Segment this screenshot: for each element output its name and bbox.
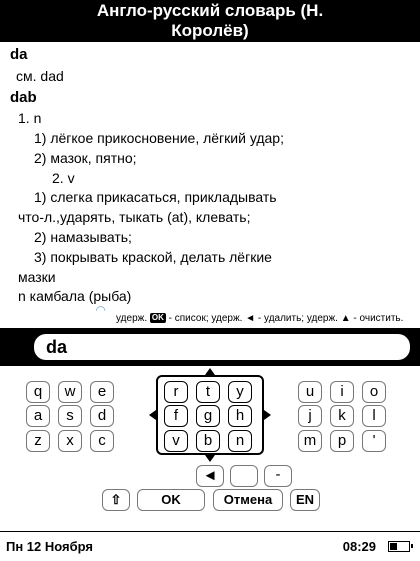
entry-line: 2. v <box>52 170 75 186</box>
key-dash[interactable]: - <box>264 465 292 487</box>
key-t[interactable]: t <box>196 381 220 403</box>
key-y[interactable]: y <box>228 381 252 403</box>
battery-fill <box>390 543 397 550</box>
entry-line: 2) намазывать; <box>34 229 132 245</box>
status-bar <box>0 531 420 561</box>
search-input[interactable] <box>34 334 410 360</box>
entry-line: мазки <box>18 269 56 285</box>
key-a[interactable]: a <box>26 405 50 427</box>
title-line-2: Королёв) <box>171 21 249 40</box>
key-i[interactable]: i <box>330 381 354 403</box>
entry-line: 1) лёгкое прикосновение, лёгкий удар; <box>34 130 284 146</box>
entry-line: 2) мазок, пятно; <box>34 150 137 166</box>
key-x[interactable]: x <box>58 430 82 452</box>
key-k[interactable]: k <box>330 405 354 427</box>
language-button[interactable]: EN <box>290 489 320 511</box>
hint-after: - список; удерж. ◄ - удалить; удерж. ▲ - очистить. <box>168 313 404 324</box>
key-backspace[interactable]: ◄ <box>196 465 224 487</box>
title-bar <box>0 0 420 42</box>
entry-line: что-л.,ударять, тыкать (at), клевать; <box>18 209 251 225</box>
key-m[interactable]: m <box>298 430 322 452</box>
key-n[interactable]: n <box>228 430 252 452</box>
ok-badge-icon: OK <box>151 313 164 322</box>
entry-line: 1) слегка прикасаться, прикладывать <box>34 189 277 205</box>
shift-button[interactable]: ⇧ <box>102 489 130 511</box>
ok-button[interactable]: OK <box>137 489 205 511</box>
key-p[interactable]: p <box>330 430 354 452</box>
status-date: Пн 12 Ноября <box>6 539 94 554</box>
battery-icon <box>388 541 410 552</box>
key-apostrophe[interactable]: ' <box>362 430 386 452</box>
key-l[interactable]: l <box>362 405 386 427</box>
arrow-right-icon <box>264 410 271 420</box>
watermark-logo-icon: ◜◝ <box>96 303 106 317</box>
key-c[interactable]: c <box>90 430 114 452</box>
key-o[interactable]: o <box>362 381 386 403</box>
key-u[interactable]: u <box>298 381 322 403</box>
key-space[interactable] <box>230 465 258 487</box>
entry-line: n камбала (рыба) <box>18 288 132 304</box>
key-q[interactable]: q <box>26 381 50 403</box>
cancel-button[interactable]: Отмена <box>213 489 283 511</box>
key-g[interactable]: g <box>196 405 220 427</box>
key-e[interactable]: e <box>90 381 114 403</box>
key-f[interactable]: f <box>164 405 188 427</box>
dictionary-content <box>0 42 420 310</box>
key-j[interactable]: j <box>298 405 322 427</box>
key-r[interactable]: r <box>164 381 188 403</box>
key-z[interactable]: z <box>26 430 50 452</box>
headword-da: da <box>10 46 28 63</box>
search-query: da <box>46 337 68 357</box>
key-b[interactable]: b <box>196 430 220 452</box>
hint-text <box>116 313 403 324</box>
entry-line: 3) покрывать краской, делать лёгкие <box>34 249 272 265</box>
key-s[interactable]: s <box>58 405 82 427</box>
headword-dab: dab <box>10 89 37 106</box>
arrow-down-icon <box>205 455 215 462</box>
arrow-up-icon <box>205 368 215 375</box>
key-d[interactable]: d <box>90 405 114 427</box>
entry-line: см. dad <box>16 68 64 84</box>
key-v[interactable]: v <box>164 430 188 452</box>
key-h[interactable]: h <box>228 405 252 427</box>
arrow-left-icon <box>149 410 156 420</box>
hint-before: удерж. <box>116 313 148 324</box>
entry-line: 1. n <box>18 110 42 126</box>
status-time: 08:29 <box>342 539 376 554</box>
key-w[interactable]: w <box>58 381 82 403</box>
title-line-1: Англо-русский словарь (Н. <box>96 1 324 20</box>
